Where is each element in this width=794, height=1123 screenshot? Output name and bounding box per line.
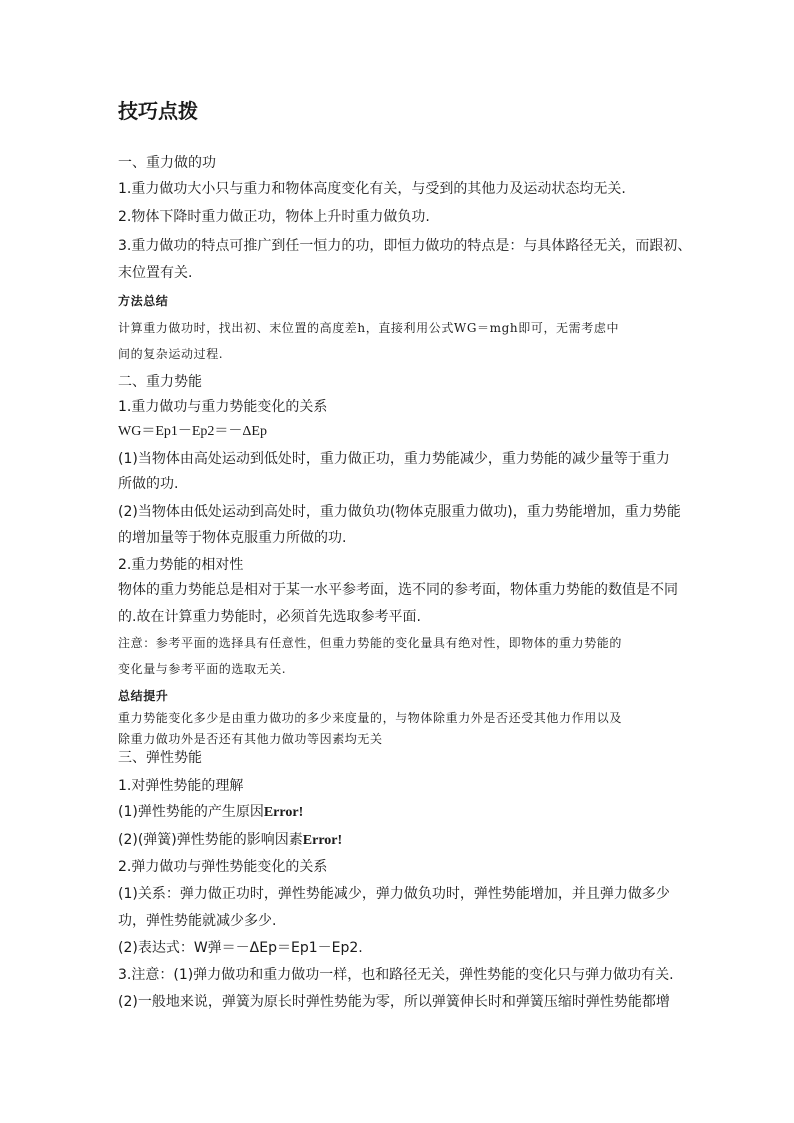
subsection-heading: 1.重力做功与重力势能变化的关系 <box>118 399 328 415</box>
paragraph-line: 3.注意：(1)弹力做功和重力做功一样，也和路径无关，弹性势能的变化只与弹力做功有关. <box>118 967 674 983</box>
paragraph-line: 的增加量等于物体克服重力所做的功. <box>118 530 347 546</box>
paragraph-line <box>118 802 303 823</box>
paragraph-line <box>118 830 342 851</box>
error-marker: Error! <box>263 805 304 820</box>
formula-line: WG＝Ep1－Ep2＝－ΔEp <box>118 424 267 439</box>
subsection-heading: 1.对弹性势能的理解 <box>118 778 244 794</box>
paragraph-line: 末位置有关. <box>118 265 193 281</box>
paragraph-line: (2)当物体由低处运动到高处时，重力做负功(物体克服重力做功)，重力势能增加，重力势能 <box>118 504 681 520</box>
note-line: 间的复杂运动过程. <box>118 347 224 361</box>
error-marker: Error! <box>302 833 343 848</box>
page-title: 技巧点拨 <box>118 99 198 123</box>
section-heading: 二、重力势能 <box>118 374 202 390</box>
section-heading: 三、弹性势能 <box>118 750 202 766</box>
paragraph-line: (1)关系：弹力做正功时，弹性势能减少，弹力做负功时，弹性势能增加，并且弹力做多少 <box>118 886 670 902</box>
note-line: 变化量与参考平面的选取无关. <box>118 662 287 676</box>
note-line: 重力势能变化多少是由重力做功的多少来度量的，与物体除重力外是否还受其他力作用以及 <box>118 711 623 725</box>
note-line: 计算重力做功时，找出初、末位置的高度差h，直接利用公式WG＝mgh即可，无需考虑中 <box>118 321 620 335</box>
paragraph-line: (2)一般地来说，弹簧为原长时弹性势能为零，所以弹簧伸长时和弹簧压缩时弹性势能都增 <box>118 994 670 1010</box>
item-label: (2)(弹簧)弹性势能的影响因素 <box>118 832 303 848</box>
callout-heading: 总结提升 <box>118 689 169 703</box>
item-label: (1)弹性势能的产生原因 <box>118 804 264 820</box>
note-line: 注意：参考平面的选择具有任意性，但重力势能的变化量具有绝对性，即物体的重力势能的 <box>118 636 623 650</box>
paragraph-line: 的.故在计算重力势能时，必须首先选取参考平面. <box>118 609 421 625</box>
paragraph-line: 所做的功. <box>118 476 179 492</box>
subsection-heading: 2.弹力做功与弹性势能变化的关系 <box>118 859 328 875</box>
section-heading: 一、重力做的功 <box>118 155 216 171</box>
paragraph-line: 物体的重力势能总是相对于某一水平参考面，选不同的参考面，物体重力势能的数值是不同 <box>118 582 678 598</box>
paragraph-line: 1.重力做功大小只与重力和物体高度变化有关，与受到的其他力及运动状态均无关. <box>118 181 626 197</box>
callout-heading: 方法总结 <box>118 294 169 308</box>
paragraph-line: 3.重力做功的特点可推广到任一恒力的功，即恒力做功的特点是：与具体路径无关，而跟初、 <box>118 238 692 254</box>
subsection-heading: 2.重力势能的相对性 <box>118 557 244 573</box>
paragraph-line: (1)当物体由高处运动到低处时，重力做正功，重力势能减少，重力势能的减少量等于重力 <box>118 451 670 467</box>
paragraph-line: 功，弹性势能就减少多少. <box>118 913 277 929</box>
paragraph-line: 2.物体下降时重力做正功，物体上升时重力做负功. <box>118 209 430 225</box>
formula-line: (2)表达式：W弹＝－ΔEp＝Ep1－Ep2. <box>118 940 363 956</box>
note-line: 除重力做功外是否还有其他力做功等因素均无关 <box>118 732 383 746</box>
